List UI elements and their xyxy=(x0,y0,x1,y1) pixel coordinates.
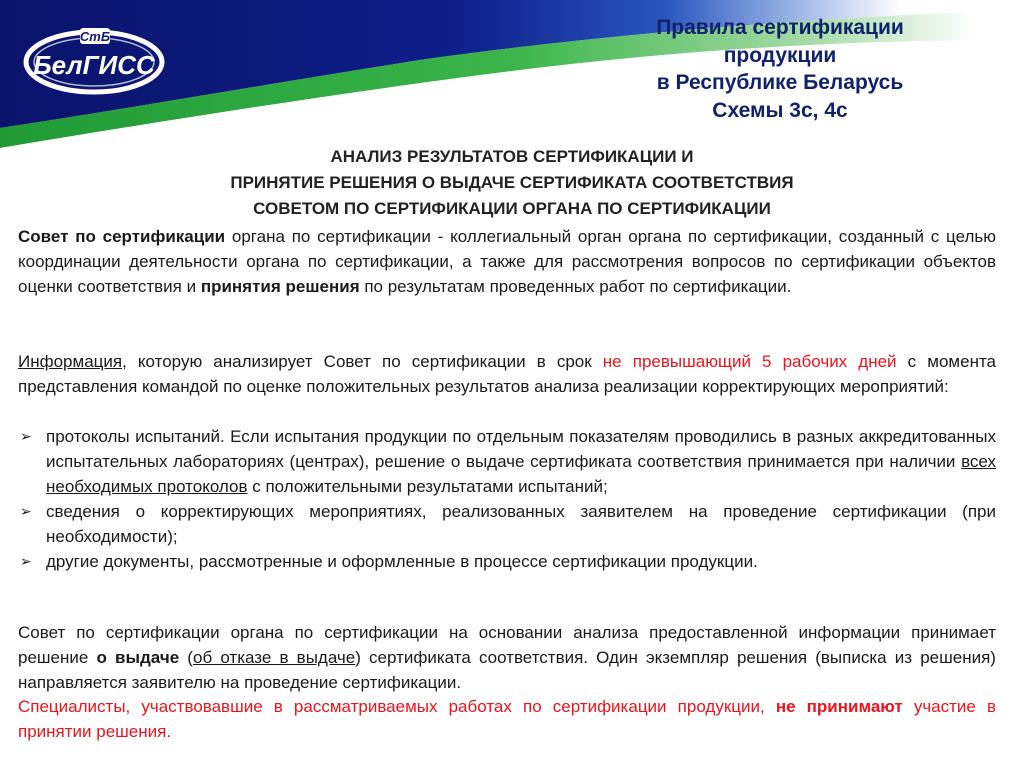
title-line: Схемы 3с, 4с xyxy=(712,98,848,122)
svg-text:БелГИСС: БелГИСС xyxy=(33,50,155,80)
slide-title xyxy=(560,14,1000,124)
heading-line: СОВЕТОМ ПО СЕРТИФИКАЦИИ ОРГАНА ПО СЕРТИФИКАЦИИ xyxy=(253,199,771,218)
list-item-text: сведения о корректирующих мероприятиях, реализованных заявителем на проведение сертификации (при необходимости); xyxy=(46,502,996,546)
paragraph-text: по результатам проведенных работ по сертификации. xyxy=(359,277,792,296)
council-term: Совет по сертификации xyxy=(18,227,226,246)
paragraph-text: с момента представления командой по оценке положительных результатов анализа реализации корректирующих мероприятий: xyxy=(18,352,997,396)
list-item-text: с положительными результатами испытаний; xyxy=(247,477,608,496)
paragraph-text: ( xyxy=(179,648,193,667)
arrow-bullet-icon: ➢ xyxy=(20,553,32,569)
decision-paragraph xyxy=(18,620,996,695)
belgiss-logo xyxy=(22,20,172,100)
note-emphasis: не принимают xyxy=(775,697,903,716)
specialists-note xyxy=(18,694,996,744)
list-item-text: протоколы испытаний. Если испытания продукции по отдельным показателям проводились в разных аккредитованных испытательных лабораториях (центрах), решение о выдаче сертификата соответствия принимается при наличии xyxy=(46,427,996,471)
heading-line: АНАЛИЗ РЕЗУЛЬТАТОВ СЕРТИФИКАЦИИ И xyxy=(330,147,694,166)
information-term: Информация xyxy=(18,352,123,371)
list-item-text: другие документы, рассмотренные и оформленные в процессе сертификации продукции. xyxy=(46,552,758,571)
deadline-highlight: не превышающий 5 рабочих дней xyxy=(602,352,897,371)
refusal-emphasis: об отказе в выдаче xyxy=(192,648,356,667)
paragraph-text: ) сертификата соответствия. Один экземпляр решения (выписка из решения) направляется заявителю на проведение сертификации. xyxy=(18,648,996,692)
arrow-bullet-icon: ➢ xyxy=(20,503,32,519)
title-line: продукции xyxy=(723,43,837,67)
council-definition-paragraph xyxy=(18,224,996,299)
protocols-emphasis: всех необходимых протоколов xyxy=(46,452,996,496)
svg-text:СтБ: СтБ xyxy=(79,29,111,44)
note-text: Специалисты, участвовавшие в рассматриваемых работах по сертификации продукции, xyxy=(18,697,776,716)
documents-list xyxy=(18,424,996,574)
list-item xyxy=(18,499,996,549)
paragraph-text: Совет по сертификации органа по сертификации на основании анализа предоставленной информации принимает решение xyxy=(18,623,996,667)
paragraph-text: органа по сертификации - коллегиальный орган органа по сертификации, созданный с целью координации деятельности органа по сертификации, а также для рассмотрения вопросов по сертификации объектов оценки соответствия и xyxy=(18,227,997,296)
section-heading xyxy=(60,144,964,222)
information-paragraph xyxy=(18,349,996,399)
list-item xyxy=(18,424,996,499)
decision-emphasis: принятия решения xyxy=(200,277,360,296)
heading-line: ПРИНЯТИЕ РЕШЕНИЯ О ВЫДАЧЕ СЕРТИФИКАТА СООТВЕТСТВИЯ xyxy=(230,173,794,192)
title-line: Правила сертификации xyxy=(656,16,904,39)
paragraph-text: , которую анализирует Совет по сертификации в срок xyxy=(122,352,603,371)
issue-emphasis: о выдаче xyxy=(96,648,180,667)
list-item xyxy=(18,549,996,574)
title-line: в Республике Беларусь xyxy=(656,71,904,94)
note-text: участие в принятии решения. xyxy=(18,697,997,741)
arrow-bullet-icon: ➢ xyxy=(20,428,32,444)
